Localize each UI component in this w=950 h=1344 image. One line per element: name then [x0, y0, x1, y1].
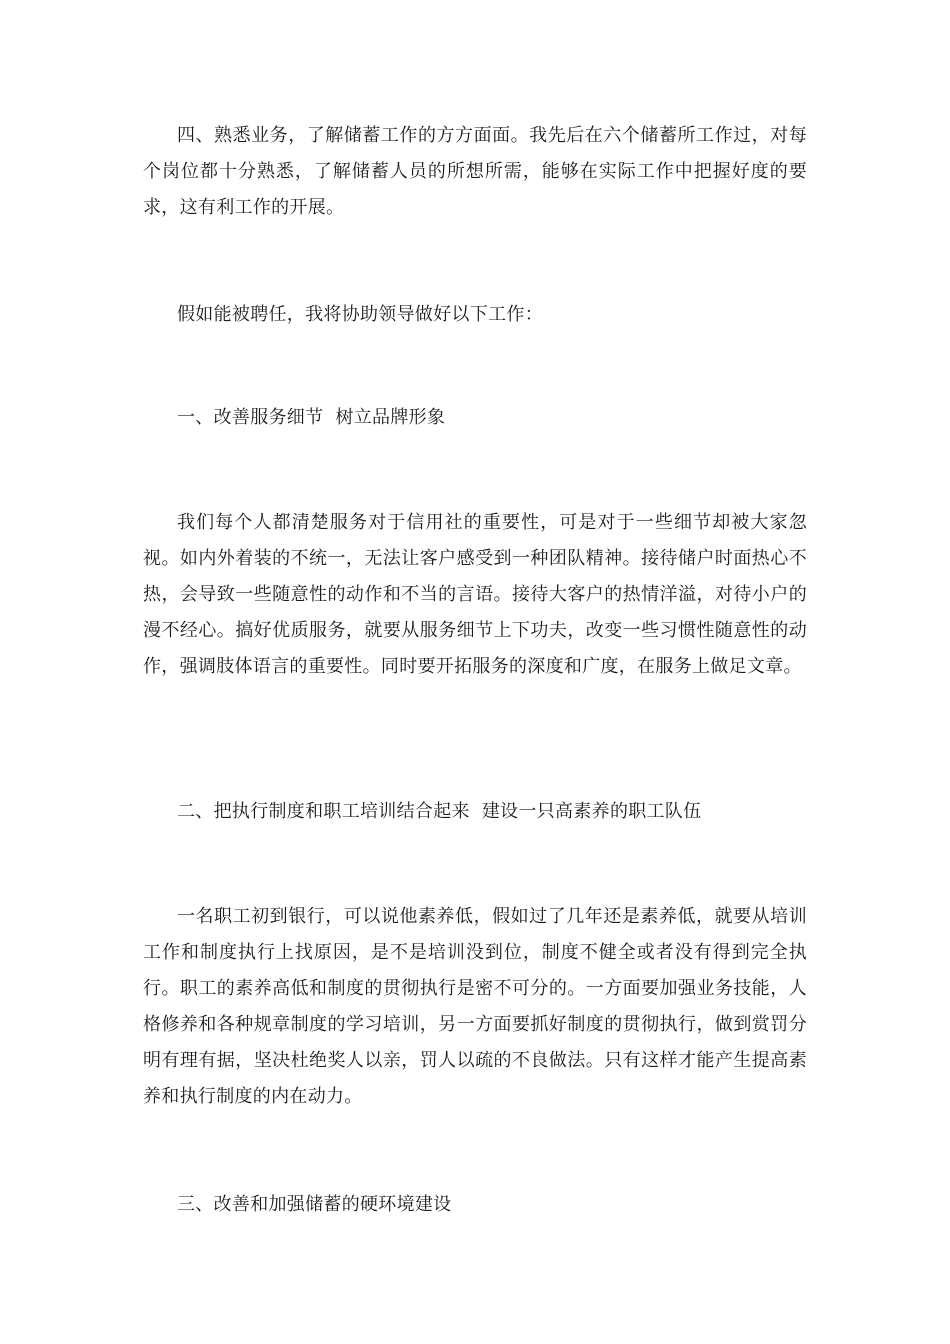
paragraph-familiar-business: 四、熟悉业务，了解储蓄工作的方方面面。我先后在六个储蓄所工作过，对每个岗位都十分熟悉，了解储蓄人员的所想所需，能够在实际工作中把握好度的要求，这有利工作的开展。 — [143, 125, 807, 218]
paragraph-if-appointed: 假如能被聘任，我将协助领导做好以下工作： — [177, 304, 543, 325]
paragraph-service-importance: 我们每个人都清楚服务对于信用社的重要性，可是对于一些细节却被大家忽视。如内外着装的不统一，无法让客户感受到一种团队精神。接待储户时面热心不热，会导致一些随意性的动作和不当的言语。接待大客户的热情洋溢，对待小户的漫不经心。搞好优质服务，就要从服务细节上下功夫，改变一些习惯性随意性的动作，强调肢体语言的重要性。同时要开拓服务的深度和广度，在服务上做足文章。 — [143, 512, 807, 677]
heading-training-system: 二、把执行制度和职工培训结合起来 建设一只高素养的职工队伍 — [177, 801, 702, 822]
heading-hard-environment: 三、改善和加强储蓄的硬环境建设 — [177, 1194, 452, 1215]
heading-service-details: 一、改善服务细节 树立品牌形象 — [177, 407, 446, 428]
paragraph-staff-quality: 一名职工初到银行，可以说他素养低，假如过了几年还是素养低，就要从培训工作和制度执行上找原因，是不是培训没到位，制度不健全或者没有得到完全执行。职工的素养高低和制度的贯彻执行是密不可分的。一方面要加强业务技能，人格修养和各种规章制度的学习培训，另一方面要抓好制度的贯彻执行，做到赏罚分明有理有据，坚决杜绝奖人以亲，罚人以疏的不良做法。只有这样才能产生提高素养和执行制度的内在动力。 — [143, 906, 807, 1107]
